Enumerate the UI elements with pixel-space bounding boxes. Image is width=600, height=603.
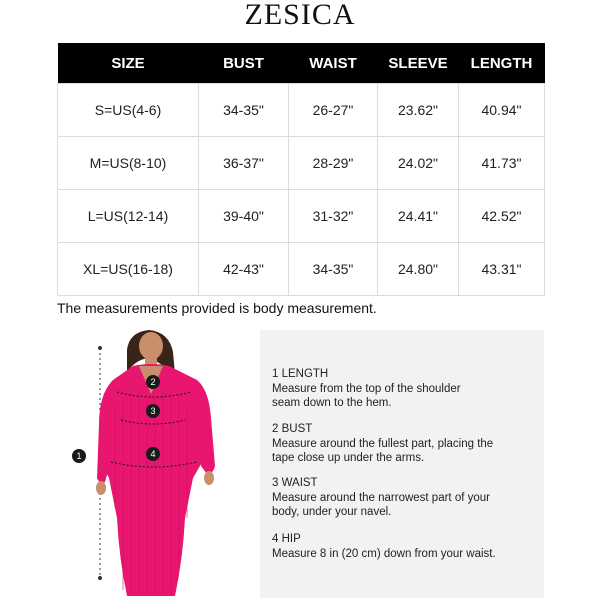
guide-hip-title: 4 HIP <box>272 533 301 545</box>
table-cell: 34-35" <box>199 84 289 137</box>
table-cell: 26-27" <box>289 84 378 137</box>
guide-length <box>272 367 487 411</box>
table-cell: 40.94" <box>459 84 545 137</box>
table-cell: 24.02" <box>378 137 459 190</box>
guide-hip-text: Measure 8 in (20 cm) down from your waist. <box>272 547 496 560</box>
table-cell: M=US(8-10) <box>58 137 199 190</box>
svg-text:1: 1 <box>76 451 82 461</box>
table-cell: 41.73" <box>459 137 545 190</box>
guide-waist-text: Measure around the narrowest part of your body, under your navel. <box>272 491 490 518</box>
header-waist: WAIST <box>289 43 378 84</box>
table-cell: 28-29" <box>289 137 378 190</box>
size-chart-table <box>57 43 545 296</box>
model-illustration <box>57 328 255 598</box>
brand-logo: ZESICA <box>244 0 356 31</box>
table-row <box>58 137 545 190</box>
guide-hip <box>272 532 532 561</box>
table-header-row <box>58 43 545 84</box>
svg-text:3: 3 <box>150 406 156 416</box>
dress <box>101 364 207 596</box>
svg-text:4: 4 <box>150 449 156 459</box>
guide-bust-title: 2 BUST <box>272 423 313 435</box>
table-row <box>58 243 545 296</box>
marker-3 <box>146 404 160 418</box>
model-figure <box>57 328 255 598</box>
table-row <box>58 84 545 137</box>
svg-text:2: 2 <box>150 377 156 387</box>
table-cell: 39-40" <box>199 190 289 243</box>
header-length: LENGTH <box>459 43 545 84</box>
marker-2 <box>146 375 160 389</box>
table-cell: 42-43" <box>199 243 289 296</box>
guide-length-title: 1 LENGTH <box>272 368 329 380</box>
header-bust: BUST <box>199 43 289 84</box>
table-cell: L=US(12-14) <box>58 190 199 243</box>
marker-1 <box>72 449 86 463</box>
face <box>139 332 163 360</box>
table-cell: 36-37" <box>199 137 289 190</box>
header-sleeve: SLEEVE <box>378 43 459 84</box>
header-size: SIZE <box>58 43 199 84</box>
guide-bust-text: Measure around the fullest part, placing the tape close up under the arms. <box>272 437 494 464</box>
guide-bust <box>272 422 500 466</box>
table-cell: 34-35" <box>289 243 378 296</box>
table-cell: 43.31" <box>459 243 545 296</box>
table-cell: 31-32" <box>289 190 378 243</box>
measurement-guide-panel <box>260 330 544 598</box>
table-cell: XL=US(16-18) <box>58 243 199 296</box>
table-row <box>58 190 545 243</box>
table-cell: 42.52" <box>459 190 545 243</box>
guide-length-text: Measure from the top of the shoulder seam down to the hem. <box>272 382 461 409</box>
table-cell: 24.41" <box>378 190 459 243</box>
marker-4 <box>146 447 160 461</box>
guide-waist-title: 3 WAIST <box>272 477 318 489</box>
guide-waist <box>272 476 492 520</box>
table-cell: 24.80" <box>378 243 459 296</box>
table-cell: S=US(4-6) <box>58 84 199 137</box>
measurement-note: The measurements provided is body measurement. <box>57 300 377 316</box>
table-cell: 23.62" <box>378 84 459 137</box>
